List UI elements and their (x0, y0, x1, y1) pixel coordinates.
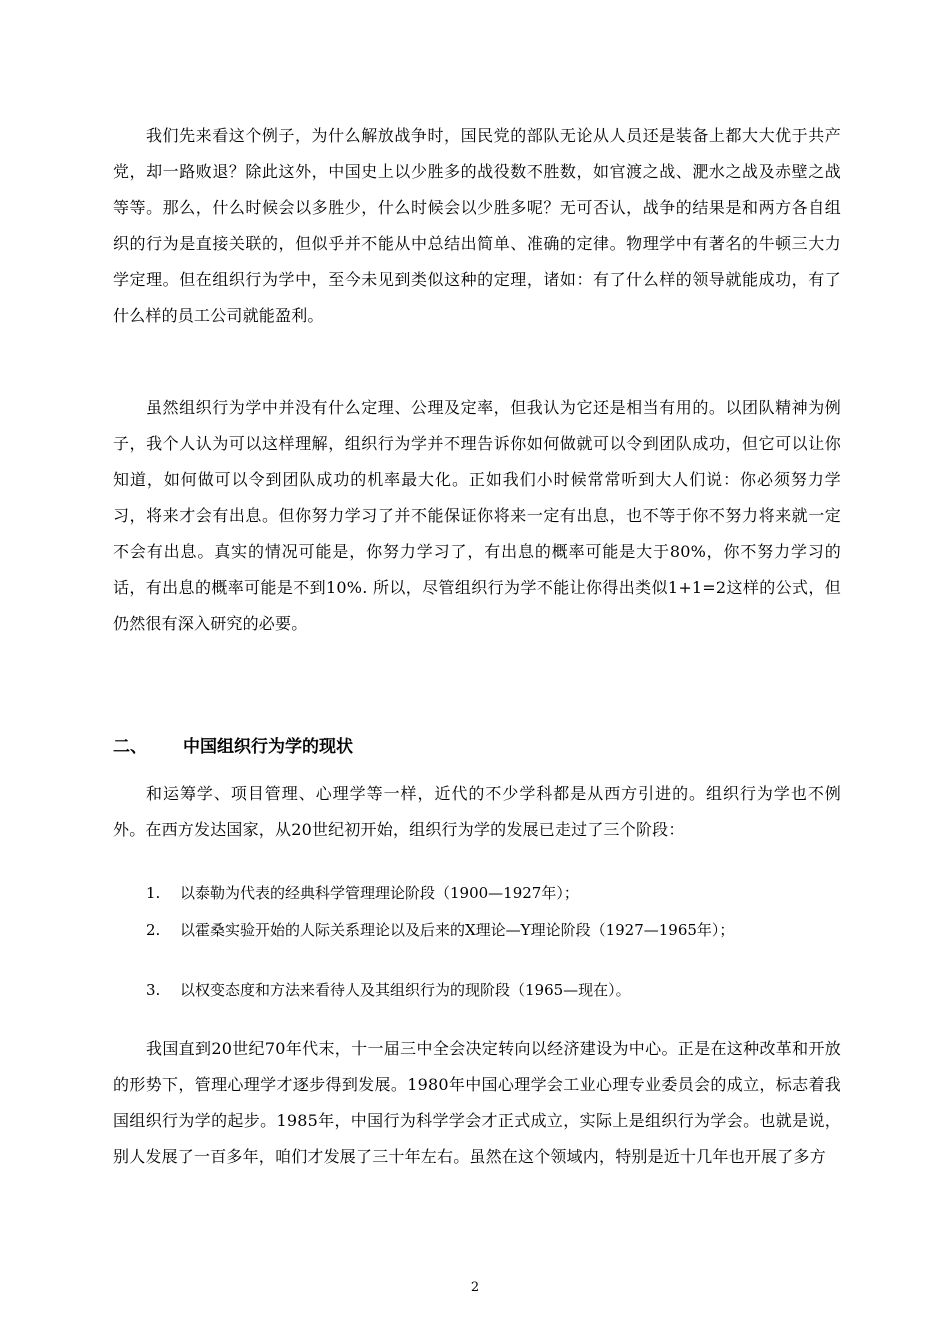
list-item-text: 以泰勒为代表的经典科学管理理论阶段（1900—1927年）； (180, 884, 579, 902)
list-item-stage-1 (146, 881, 846, 905)
list-item-stage-2 (146, 918, 846, 942)
list-item-stage-3 (146, 978, 846, 1002)
section-title: 中国组织行为学的现状 (183, 737, 353, 757)
list-item-text: 以权变态度和方法来看待人及其组织行为的现阶段（1965—现在）。 (180, 981, 631, 999)
paragraph-china-history: 我国直到20世纪70年代末，十一届三中全会决定转向以经济建设为中心。正是在这种改革和开放的形势下，管理心理学才逐步得到发展。1980年中国心理学会工业心理专业委员会的成立，标志着我国组织行为学的起步。1985年，中国行为科学学会才正式成立，实际上是组织行为学会。也就是说，别人发展了一百多年，咱们才发展了三十年左右。虽然在这个领域内，特别是近十几年也开展了多方 (113, 1039, 841, 1166)
paragraph-war-example: 我们先来看这个例子，为什么解放战争时，国民党的部队无论从人员还是装备上都大大优于共产党，却一路败退？除此这外，中国史上以少胜多的战役数不胜数，如官渡之战、淝水之战及赤壁之战等等。那么，什么时候会以多胜少，什么时候会以少胜多呢？无可否认，战争的结果是和两方各自组织的行为是直接关联的，但似乎并不能从中总结出简单、准确的定律。物理学中有著名的牛顿三大力学定理。但在组织行为学中，至今未见到类似这种的定理，诸如：有了什么样的领导就能成功，有了什么样的员工公司就能盈利。 (113, 126, 841, 325)
list-marker: 1. (146, 884, 161, 902)
list-item-text: 以霍桑实验开始的人际关系理论以及后来的X理论—Y理论阶段（1927—1965年）； (180, 921, 735, 939)
section-number: 二、 (113, 737, 147, 757)
list-marker: 3. (146, 981, 161, 999)
list-marker: 2. (146, 921, 161, 939)
section-heading (113, 732, 841, 762)
page-number: 2 (470, 1280, 480, 1295)
paragraph-usefulness: 虽然组织行为学中并没有什么定理、公理及定率，但我认为它还是相当有用的。以团队精神为例子，我个人认为可以这样理解，组织行为学并不理告诉你如何做就可以令到团队成功，但它可以让你知道，如何做可以令到团队成功的机率最大化。正如我们小时候常常听到大人们说：你必须努力学习，将来才会有出息。但你努力学习了并不能保证你将来一定有出息，也不等于你不努力将来就一定不会有出息。真实的情况可能是，你努力学习了，有出息的概率可能是大于80%，你不努力学习的话，有出息的概率可能是不到10%. 所以，尽管组织行为学不能让你得出类似1+1=2这样的公式，但仍然很有深入研究的必要。 (113, 398, 841, 633)
paragraph-western-origin: 和运筹学、项目管理、心理学等一样，近代的不少学科都是从西方引进的。组织行为学也不例外。在西方发达国家，从20世纪初开始，组织行为学的发展已走过了三个阶段： (113, 784, 841, 839)
